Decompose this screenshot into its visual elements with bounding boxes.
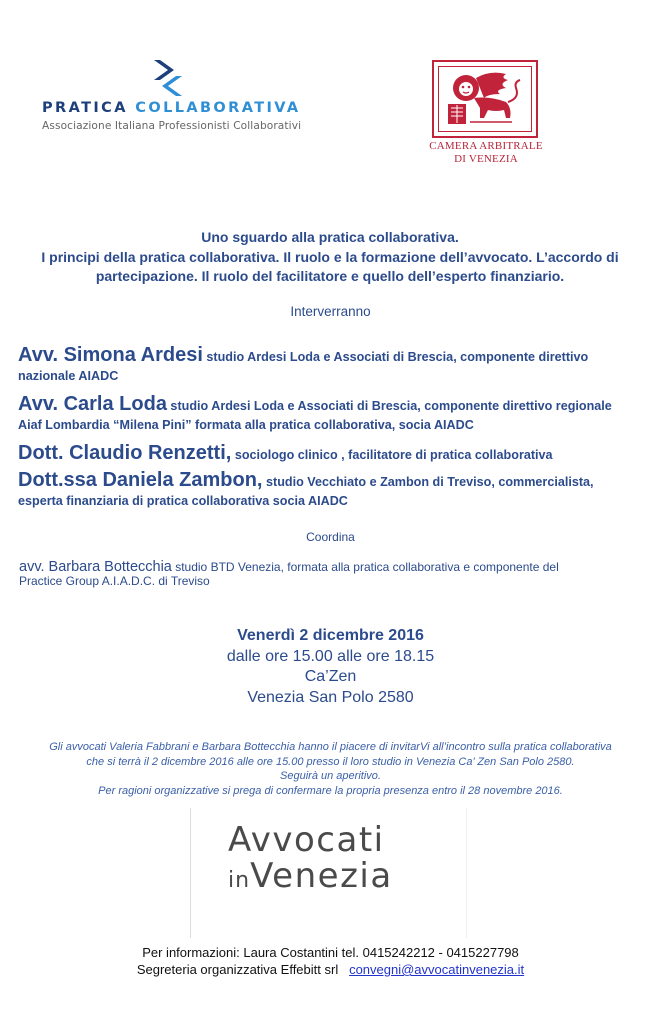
speaker-desc: studio Ardesi Loda e Associati di Brescia, componente direttivo [202,350,589,364]
coordinator-item [19,560,639,588]
speaker-desc: sociologo clinico , facilitatore di pratica collaborativa [231,448,553,462]
camera-arbitrale-logo [429,60,544,172]
info-phone-line: Per informazioni: Laura Costantini tel. 0415242212 - 0415227798 [142,945,519,960]
event-topic [20,228,640,287]
info-secretariat-label: Segreteria organizzativa Effebitt srl [136,962,339,977]
pc-chevron-mark-icon [148,58,188,98]
pc-logo-subtitle: Associazione Italiana Professionisti Collaborativi [42,120,302,132]
speaker-name: Avv. Simona Ardesi [18,344,203,366]
speaker-name: Avv. Carla Loda [18,393,167,415]
speaker-name: Dott. Claudio Renzetti, [18,442,232,464]
speaker-desc-cont: Aiaf Lombardia “Milena Pini” formata alla pratica collaborativa, socia AIADC [18,418,474,432]
pc-logo-title [42,100,301,116]
ca-logo-line2: DI VENEZIA [454,153,518,165]
winged-lion-icon [440,68,530,130]
speakers-heading: Interverranno [290,304,371,319]
coordinator-name: avv. Barbara Bottecchia [19,559,172,575]
event-details [0,626,661,708]
coordinator-desc-cont: Practice Group A.I.A.D.C. di Treviso [19,574,210,588]
ca-logo-frame [432,60,538,138]
speaker-desc: studio Vecchiato e Zambon di Treviso, commercialista, [262,475,594,489]
invitation-line-1: Gli avvocati Valeria Fabbrani e Barbara Bottecchia hanno il piacere di invitarVi all’incontro sulla pratica collaborativa [49,741,612,753]
speaker-desc: studio Ardesi Loda e Associati di Brescia, componente direttivo regionale [166,399,612,413]
pc-title-part1: PRATICA [42,100,128,116]
event-date: Venerdì 2 dicembre 2016 [237,627,424,644]
invitation-text [15,740,646,798]
speaker-desc-cont: nazionale AIADC [18,369,119,383]
event-time: dalle ore 15.00 alle ore 18.15 [226,647,435,665]
av-logo-venezia: Venezia [250,856,393,896]
speaker-name: Dott.ssa Daniela Zambon, [18,469,263,491]
ca-logo-line1: CAMERA ARBITRALE [429,140,543,152]
divider-line [466,808,467,938]
pc-title-part2: COLLABORATIVA [135,100,301,116]
speaker-item [18,469,648,508]
pratica-collaborativa-logo [40,58,310,138]
speaker-desc-cont: esperta finanziaria di pratica collaborativa socia AIADC [18,494,348,508]
info-secretariat-line [0,961,661,978]
topic-line-2: I principi della pratica collaborativa. Il ruolo e la formazione dell’avvocato. L’accordo di [41,248,619,265]
avvocati-in-venezia-logo [228,820,428,900]
coordinator-desc: studio BTD Venezia, formata alla pratica collaborativa e componente del [171,560,559,574]
topic-line-1: Uno sguardo alla pratica collaborativa. [201,229,459,245]
invitation-line-2: che si terrà il 2 dicembre 2016 alle ore 15.00 presso il loro studio in Venezia Ca’ Zen San Polo 2580. [86,755,575,768]
contact-info [0,944,661,978]
av-logo-line1: Avvocati [228,820,385,860]
coordinator-heading: Coordina [306,530,355,544]
av-logo-in: in [228,868,251,893]
speaker-item [18,344,648,383]
av-logo-line2 [228,856,393,896]
divider-line [190,808,191,938]
speaker-item [18,393,648,432]
speaker-item [18,442,648,465]
event-address: Venezia San Polo 2580 [247,688,414,706]
event-venue: Ca’Zen [304,668,357,685]
invitation-line-3: Seguirà un aperitivo. [280,770,381,782]
email-link[interactable]: convegni@avvocatinvenezia.it [349,962,525,977]
topic-line-3: partecipazione. Il ruolo del facilitatore e quello dell’esperto finanziario. [95,268,565,284]
invitation-line-4: Per ragioni organizzative si prega di confermare la propria presenza entro il 28 novembre 2016. [98,784,563,797]
